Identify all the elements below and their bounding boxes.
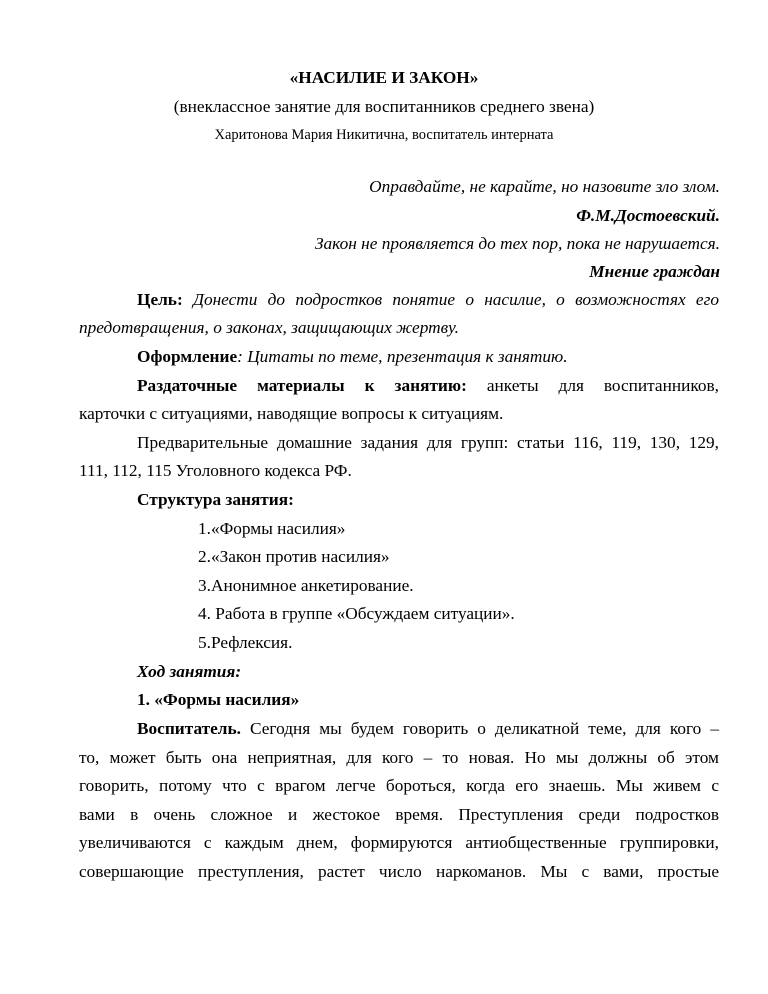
goal-line-2: предотвращения, о законах, защищающих жертву.: [79, 318, 459, 337]
design-line: [137, 347, 568, 367]
educator-text-1: Сегодня мы будем говорить о деликатной теме, для кого –: [250, 719, 719, 738]
goal-line-1: [137, 290, 719, 310]
document-subtitle: (внеклассное занятие для воспитанников среднего звена): [173, 97, 595, 116]
document-title: «НАСИЛИЕ И ЗАКОН»: [289, 68, 479, 87]
educator-line-3: говорить, потому что с врагом легче бороться, когда его знаешь. Мы живем с: [79, 776, 719, 795]
design-text: : Цитаты по теме, презентация к занятию.: [237, 347, 568, 366]
structure-item-2: 2.«Закон против насилия»: [198, 547, 390, 566]
structure-item-3: 3.Анонимное анкетирование.: [198, 576, 414, 595]
homework-line-1: Предварительные домашние задания для групп: статьи 116, 119, 130, 129,: [137, 433, 719, 452]
educator-line-1: [137, 719, 719, 739]
educator-line-4: вами в очень сложное и жестокое время. Преступления среди подростков: [79, 805, 719, 824]
structure-heading: Структура занятия:: [137, 490, 294, 509]
homework-line-2: 111, 112, 115 Уголовного кодекса РФ.: [79, 461, 352, 480]
handouts-line-1: [137, 376, 719, 396]
design-label: Оформление: [137, 347, 238, 366]
handouts-label: Раздаточные материалы к занятию:: [137, 376, 467, 395]
goal-text-1: Донести до подростков понятие о насилие, о возможностях его: [192, 290, 719, 309]
author-line: Харитонова Мария Никитична, воспитатель интерната: [214, 127, 554, 143]
structure-item-4: 4. Работа в группе «Обсуждаем ситуации».: [198, 604, 515, 623]
goal-label: Цель:: [137, 290, 183, 309]
epigraph-1-text: Оправдайте, не карайте, но назовите зло злом.: [369, 177, 720, 196]
section-1-heading: 1. «Формы насилия»: [137, 690, 300, 709]
epigraph-1-source: Ф.М.Достоевский.: [576, 206, 720, 225]
educator-line-5: увеличиваются с каждым днем, формируются антиобщественные группировки,: [79, 833, 719, 852]
structure-item-1: 1.«Формы насилия»: [198, 519, 346, 538]
educator-line-2: то, может быть она неприятная, для кого – то новая. Но мы должны об этом: [79, 748, 719, 767]
epigraph-2-source: Мнение граждан: [589, 262, 720, 281]
course-heading: Ход занятия:: [137, 662, 242, 681]
structure-item-5: 5.Рефлексия.: [198, 633, 293, 652]
educator-label: Воспитатель.: [137, 719, 241, 738]
handouts-text-1: анкеты для воспитанников,: [486, 376, 719, 395]
educator-line-6: совершающие преступления, растет число наркоманов. Мы с вами, простые: [79, 862, 719, 881]
handouts-line-2: карточки с ситуациями, наводящие вопросы к ситуациям.: [79, 404, 504, 423]
epigraph-2-text: Закон не проявляется до тех пор, пока не нарушается.: [314, 234, 720, 253]
